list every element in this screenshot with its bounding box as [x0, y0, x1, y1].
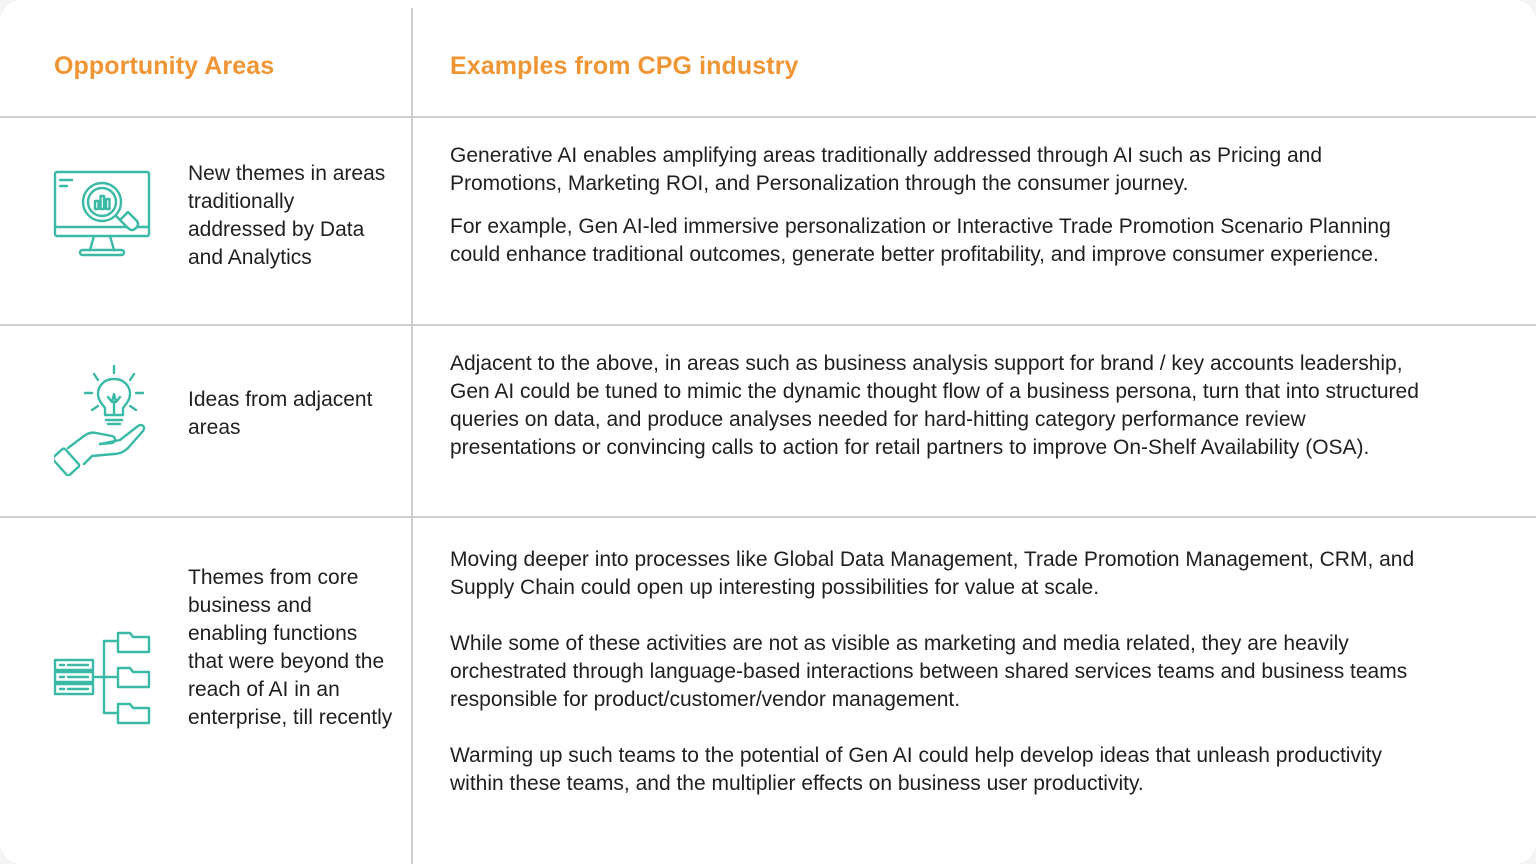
lightbulb-hand-icon [54, 364, 148, 476]
area-label-core-business: Themes from core business and enabling functions that were beyond the reach of AI in an enterprise, till recently [188, 566, 393, 729]
analytics-monitor-icon [52, 168, 154, 260]
row-divider [0, 324, 1536, 326]
row-divider [0, 516, 1536, 518]
header-opportunity-areas: Opportunity Areas [54, 52, 275, 80]
area-label-adjacent: Ideas from adjacent areas [188, 388, 373, 439]
area-label-data-analytics: New themes in areas traditionally addressed by Data and Analytics [188, 162, 386, 269]
example-paragraph: While some of these activities are not as visible as marketing and media related, they are heavily orchestrated through language-based interactions between shared services teams and business teams responsible for product/customer/vendor management. [450, 632, 1408, 711]
example-paragraph: Adjacent to the above, in areas such as business analysis support for brand / key accounts leadership, Gen AI could be tuned to mimic the dynamic thought flow of a business persona, turn that into structured queries on data, and produce analyses needed for hard-hitting category performance review presentations or convincing calls to action for retail partners to improve On-Shelf Availability (OSA). [450, 352, 1419, 459]
server-folders-icon [52, 628, 154, 728]
example-data-analytics [450, 142, 1430, 269]
example-paragraph: Warming up such teams to the potential of Gen AI could help develop ideas that unleash productivity within these teams, and the multiplier effects on business user productivity. [450, 744, 1382, 795]
row-divider [0, 116, 1536, 118]
example-core-business [450, 546, 1430, 798]
example-paragraph: For example, Gen AI-led immersive personalization or Interactive Trade Promotion Scenario Planning could enhance traditional outcomes, generate better profitability, and improve consumer experience. [450, 215, 1391, 266]
column-divider [411, 8, 413, 864]
example-adjacent [450, 350, 1430, 462]
header-examples: Examples from CPG industry [450, 52, 799, 80]
example-paragraph: Generative AI enables amplifying areas traditionally addressed through AI such as Pricing and Promotions, Marketing ROI, and Personalization through the consumer journey. [450, 144, 1323, 195]
example-paragraph: Moving deeper into processes like Global Data Management, Trade Promotion Management, CRM, and Supply Chain could open up interesting possibilities for value at scale. [450, 548, 1415, 599]
